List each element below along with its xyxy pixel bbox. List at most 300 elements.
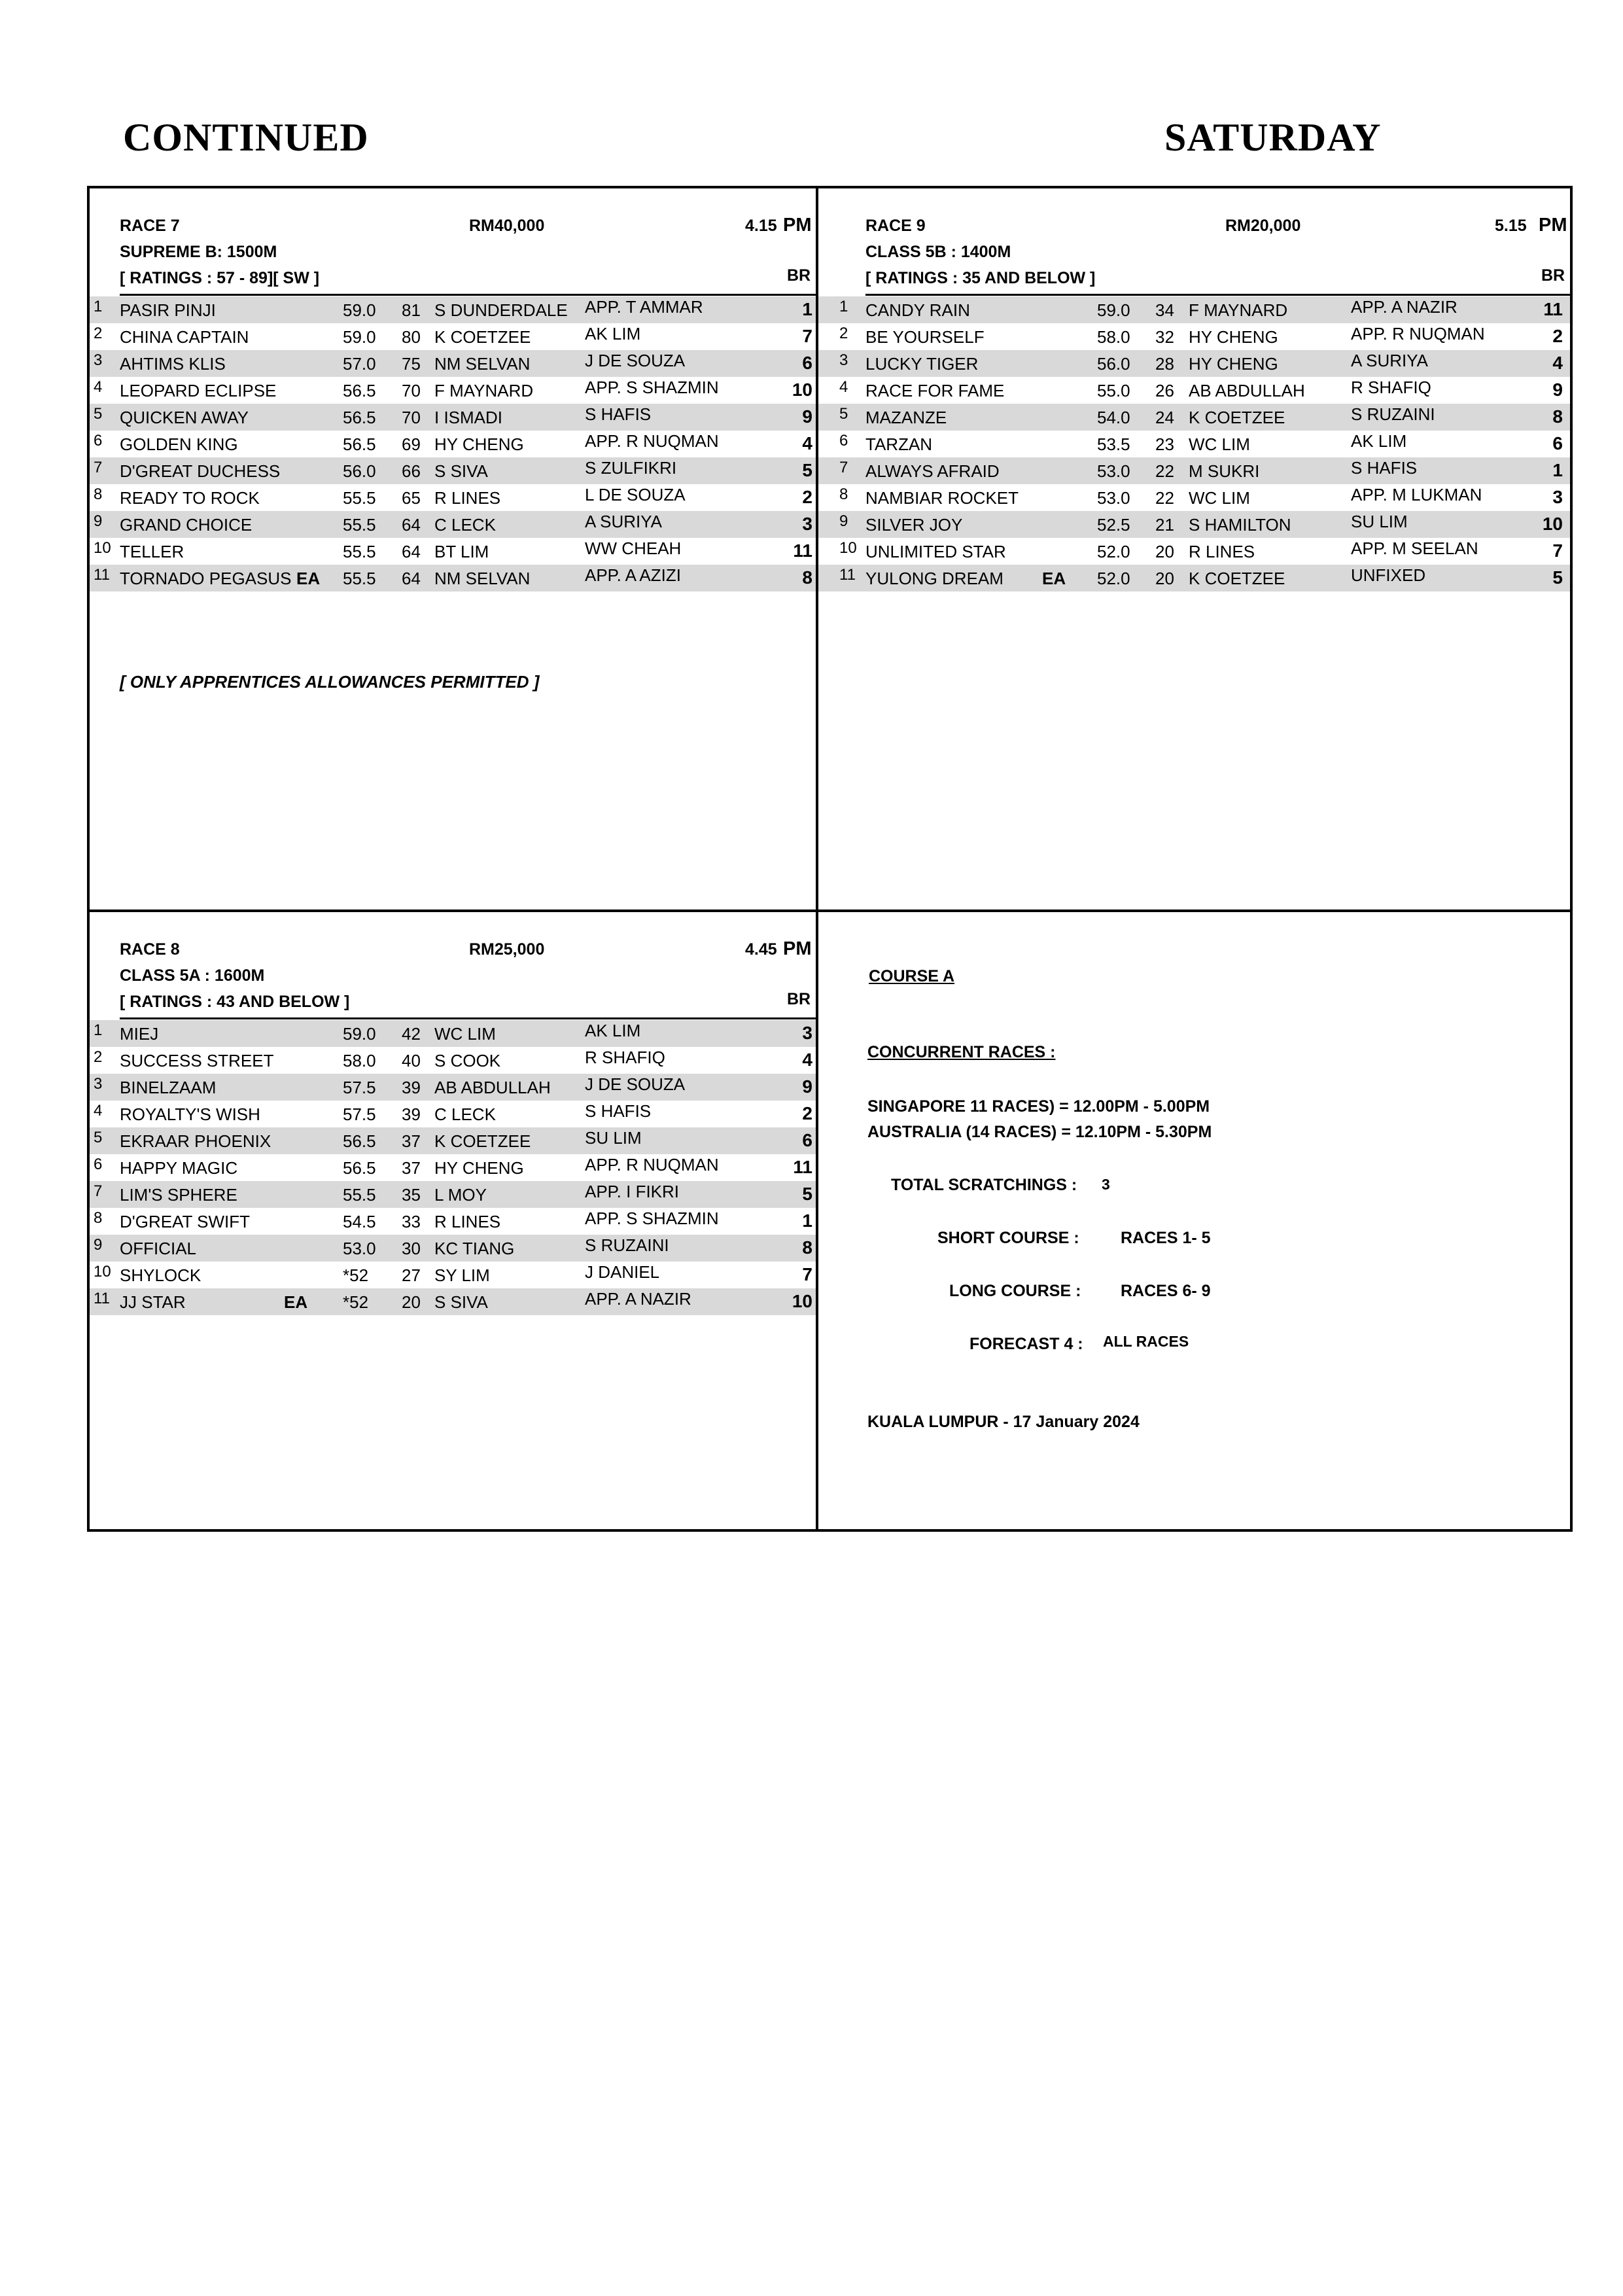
runner-weight: 53.5 [1097, 434, 1130, 454]
runner-row [90, 511, 816, 538]
runner-weight: 55.0 [1097, 381, 1130, 400]
runner-rating: 42 [402, 1024, 421, 1044]
horse-name: AHTIMS KLIS [120, 354, 226, 374]
runner-weight: 56.0 [343, 461, 376, 481]
runner-row [90, 323, 816, 350]
runner-row [90, 565, 816, 592]
jockey-name: HY CHENG [1189, 327, 1278, 347]
race-header [90, 912, 816, 1020]
runner-number: 10 [94, 539, 111, 557]
runner-rating: 23 [1155, 434, 1174, 454]
runner-weight: 57.5 [343, 1104, 376, 1124]
runner-rating: 80 [402, 327, 421, 347]
runner-rating: 64 [402, 569, 421, 588]
barrier-draw: 5 [802, 1184, 812, 1204]
runner-number: 5 [839, 405, 848, 423]
trainer-name: SU LIM [585, 1128, 642, 1148]
barrier-draw: 5 [1552, 567, 1563, 588]
jockey-name: AB ABDULLAH [434, 1078, 551, 1097]
runner-weight: 56.5 [343, 381, 376, 400]
jockey-name: WC LIM [434, 1024, 496, 1044]
barrier-draw: 8 [1552, 406, 1563, 427]
runner-rating: 22 [1155, 461, 1174, 481]
runner-rating: 34 [1155, 300, 1174, 320]
runner-number: 8 [94, 1209, 103, 1227]
runner-rating: 20 [1155, 542, 1174, 561]
runner-weight: *52 [343, 1292, 369, 1312]
horse-name: EKRAAR PHOENIX [120, 1131, 271, 1151]
race-time: 5.15 [1495, 217, 1527, 235]
runner-row [90, 1208, 816, 1235]
barrier-draw: 6 [1552, 433, 1563, 453]
race-class: CLASS 5A : 1600M [120, 966, 265, 985]
trainer-name: S HAFIS [585, 404, 652, 424]
runner-weight: 58.0 [343, 1051, 376, 1070]
runner-weight: 59.0 [343, 300, 376, 320]
trainer-name: SU LIM [1351, 512, 1408, 531]
trainer-name: APP. A NAZIR [1351, 297, 1457, 317]
runner-rating: 22 [1155, 488, 1174, 508]
runner-number: 7 [839, 459, 848, 476]
runner-rating: 70 [402, 381, 421, 400]
short-course-label: SHORT COURSE : [937, 1229, 1079, 1247]
runner-number: 6 [94, 432, 103, 450]
runner-number: 11 [94, 566, 110, 584]
barrier-draw: 9 [802, 1076, 812, 1097]
jockey-name: NM SELVAN [434, 569, 531, 588]
header-rule [120, 294, 816, 296]
runner-row [90, 1154, 816, 1181]
runner-weight: 52.0 [1097, 542, 1130, 561]
runner-number: 6 [94, 1156, 103, 1173]
horse-name: TELLER [120, 542, 184, 561]
barrier-draw: 6 [802, 1130, 812, 1150]
runner-rating: 69 [402, 434, 421, 454]
runner-rating: 37 [402, 1131, 421, 1151]
race-panel-9 [818, 188, 1570, 592]
trainer-name: L DE SOUZA [585, 485, 686, 504]
short-course-value: RACES 1- 5 [1121, 1229, 1211, 1247]
barrier-draw: 10 [792, 1291, 812, 1311]
header-rule [120, 1017, 816, 1019]
runner-rating: 39 [402, 1104, 421, 1124]
runner-weight: 52.0 [1097, 569, 1130, 588]
trainer-name: APP. I FIKRI [585, 1182, 680, 1201]
runner-number: 4 [839, 378, 848, 396]
course-label: COURSE A [869, 967, 955, 985]
runner-weight: 59.0 [1097, 300, 1130, 320]
jockey-name: I ISMADI [434, 408, 503, 427]
race-ampm: PM [783, 938, 812, 959]
race-panel-8 [90, 912, 816, 1315]
runner-number: 3 [839, 351, 848, 369]
jockey-name: M SUKRI [1189, 461, 1260, 481]
barrier-draw: 11 [793, 540, 812, 561]
race-panel-7 [90, 188, 816, 592]
trainer-name: APP. A NAZIR [585, 1289, 691, 1309]
forecast-label: FORECAST 4 : [969, 1335, 1083, 1353]
horse-name: GRAND CHOICE [120, 515, 253, 535]
jockey-name: C LECK [434, 1104, 496, 1124]
trainer-name: J DANIEL [585, 1262, 660, 1282]
runner-number: 2 [94, 1048, 103, 1066]
horse-name: LIM'S SPHERE [120, 1185, 237, 1205]
race-number: RACE 7 [120, 217, 180, 235]
trainer-name: APP. M SEELAN [1351, 539, 1478, 558]
jockey-name: AB ABDULLAH [1189, 381, 1305, 400]
runner-row [818, 538, 1570, 565]
runner-number: 11 [839, 566, 856, 584]
runner-weight: 59.0 [343, 327, 376, 347]
runner-rating: 21 [1155, 515, 1174, 535]
horse-name: CHINA CAPTAIN [120, 327, 249, 347]
runner-weight: 58.0 [1097, 327, 1130, 347]
jockey-name: K COETZEE [434, 327, 531, 347]
australia-races: AUSTRALIA (14 RACES) = 12.10PM - 5.30PM [867, 1123, 1212, 1141]
runner-number: 3 [94, 1075, 103, 1093]
trainer-name: AK LIM [1351, 431, 1407, 451]
runner-rating: 32 [1155, 327, 1174, 347]
runner-weight: 55.5 [343, 488, 376, 508]
horse-name: LEOPARD ECLIPSE [120, 381, 277, 400]
race-prize: RM20,000 [1225, 217, 1301, 235]
trainer-name: AK LIM [585, 1021, 641, 1040]
runner-number: 7 [94, 459, 103, 476]
horse-name: RACE FOR FAME [865, 381, 1005, 400]
barrier-draw: 3 [1552, 487, 1563, 507]
race-ampm: PM [783, 215, 812, 236]
jockey-name: K COETZEE [1189, 569, 1285, 588]
horse-name: SHYLOCK [120, 1265, 201, 1285]
horse-name: OFFICIAL [120, 1239, 197, 1258]
ea-flag: EA [1042, 569, 1066, 588]
trainer-name: J DE SOUZA [585, 351, 686, 370]
race-time: 4.15 [745, 217, 777, 235]
runner-weight: 54.0 [1097, 408, 1130, 427]
runner-weight: 57.5 [343, 1078, 376, 1097]
runner-number: 8 [94, 486, 103, 503]
race-prize: RM40,000 [469, 217, 545, 235]
runner-weight: 56.5 [343, 1158, 376, 1178]
scratchings-label: TOTAL SCRATCHINGS : [891, 1176, 1077, 1194]
horse-name: D'GREAT DUCHESS [120, 461, 281, 481]
horse-name: ALWAYS AFRAID [865, 461, 1000, 481]
horse-name: HAPPY MAGIC [120, 1158, 238, 1178]
long-course-label: LONG COURSE : [949, 1282, 1081, 1300]
runner-number: 4 [94, 378, 103, 396]
runner-row [818, 296, 1570, 323]
runner-number: 8 [839, 486, 848, 503]
runner-weight: 56.0 [1097, 354, 1130, 374]
runner-rating: 33 [402, 1212, 421, 1231]
runner-row [90, 1181, 816, 1208]
runner-row [90, 484, 816, 511]
barrier-draw: 7 [1552, 540, 1563, 561]
runner-row [90, 457, 816, 484]
jockey-name: R LINES [434, 1212, 501, 1231]
runner-weight: 57.0 [343, 354, 376, 374]
runner-weight: 55.5 [343, 1185, 376, 1205]
barrier-draw: 8 [802, 1237, 812, 1258]
runner-row [818, 404, 1570, 431]
runner-number: 1 [94, 1021, 103, 1039]
race-header [818, 188, 1570, 296]
runner-weight: 55.5 [343, 515, 376, 535]
ea-flag: EA [284, 1292, 308, 1312]
runner-number: 6 [839, 432, 848, 450]
scratchings-value: 3 [1102, 1176, 1110, 1193]
runner-weight: 53.0 [1097, 461, 1130, 481]
horse-name: ROYALTY'S WISH [120, 1104, 260, 1124]
jockey-name: C LECK [434, 515, 496, 535]
runner-weight: 56.5 [343, 434, 376, 454]
runner-number: 10 [839, 539, 857, 557]
runner-weight: 56.5 [343, 408, 376, 427]
runner-row [818, 323, 1570, 350]
trainer-name: APP. R NUQMAN [1351, 324, 1485, 344]
jockey-name: WC LIM [1189, 434, 1250, 454]
runner-row [90, 377, 816, 404]
runner-rating: 75 [402, 354, 421, 374]
runner-number: 2 [94, 325, 103, 342]
runner-row [818, 457, 1570, 484]
race-class: CLASS 5B : 1400M [865, 243, 1011, 261]
runner-row [90, 1127, 816, 1154]
horse-name: LUCKY TIGER [865, 354, 979, 374]
runner-row [818, 431, 1570, 457]
runner-rating: 35 [402, 1185, 421, 1205]
trainer-name: S RUZAINI [585, 1235, 669, 1255]
runner-number: 5 [94, 1129, 103, 1146]
runner-weight: 56.5 [343, 1131, 376, 1151]
horse-name: PASIR PINJI [120, 300, 216, 320]
runner-row [90, 1262, 816, 1288]
trainer-name: APP. S SHAZMIN [585, 378, 719, 397]
horse-name: CANDY RAIN [865, 300, 970, 320]
jockey-name: R LINES [434, 488, 501, 508]
jockey-name: NM SELVAN [434, 354, 531, 374]
runner-row [90, 350, 816, 377]
barrier-draw: 1 [802, 1210, 812, 1231]
forecast-value: ALL RACES [1103, 1333, 1189, 1350]
barrier-column-label: BR [1541, 266, 1565, 285]
horse-name: NAMBIAR ROCKET [865, 488, 1019, 508]
barrier-draw: 7 [802, 1264, 812, 1284]
race-7-note: [ ONLY APPRENTICES ALLOWANCES PERMITTED ] [120, 672, 540, 692]
horse-name: READY TO ROCK [120, 488, 260, 508]
horse-name: JJ STAR [120, 1292, 186, 1312]
horse-name: SILVER JOY [865, 515, 963, 535]
runner-rating: 65 [402, 488, 421, 508]
jockey-name: L MOY [434, 1185, 487, 1205]
runner-row [90, 1047, 816, 1074]
barrier-draw: 2 [1552, 326, 1563, 346]
runner-row [818, 484, 1570, 511]
jockey-name: HY CHENG [1189, 354, 1278, 374]
runner-row [818, 511, 1570, 538]
jockey-name: HY CHENG [434, 1158, 524, 1178]
trainer-name: WW CHEAH [585, 539, 682, 558]
runner-weight: 53.0 [343, 1239, 376, 1258]
barrier-draw: 10 [792, 380, 812, 400]
runner-number: 2 [839, 325, 848, 342]
race-header [90, 188, 816, 296]
barrier-draw: 2 [802, 1103, 812, 1123]
jockey-name: BT LIM [434, 542, 489, 561]
race-ampm: PM [1539, 215, 1567, 236]
runner-rating: 81 [402, 300, 421, 320]
runner-rating: 26 [1155, 381, 1174, 400]
horse-name: TORNADO PEGASUS [120, 569, 292, 588]
barrier-draw: 7 [802, 326, 812, 346]
runner-number: 1 [839, 298, 848, 315]
runner-number: 9 [94, 1236, 103, 1254]
horse-name: UNLIMITED STAR [865, 542, 1006, 561]
barrier-column-label: BR [787, 990, 811, 1008]
runner-row [818, 377, 1570, 404]
runner-number: 9 [839, 512, 848, 530]
trainer-name: R SHAFIQ [1351, 378, 1431, 397]
trainer-name: APP. A AZIZI [585, 565, 681, 585]
jockey-name: HY CHENG [434, 434, 524, 454]
horse-name: BINELZAAM [120, 1078, 217, 1097]
barrier-draw: 2 [802, 487, 812, 507]
jockey-name: S SIVA [434, 461, 488, 481]
horse-name: MAZANZE [865, 408, 947, 427]
long-course-value: RACES 6- 9 [1121, 1282, 1211, 1300]
runner-weight: 55.5 [343, 569, 376, 588]
runner-weight: 59.0 [343, 1024, 376, 1044]
runner-rating: 64 [402, 515, 421, 535]
runner-rating: 27 [402, 1265, 421, 1285]
concurrent-races-title: CONCURRENT RACES : [867, 1043, 1056, 1061]
jockey-name: WC LIM [1189, 488, 1250, 508]
jockey-name: S DUNDERDALE [434, 300, 568, 320]
runner-number: 10 [94, 1263, 111, 1280]
runner-number: 4 [94, 1102, 103, 1120]
header-continued: CONTINUED [123, 116, 369, 159]
runner-weight: 53.0 [1097, 488, 1130, 508]
horse-name: D'GREAT SWIFT [120, 1212, 250, 1231]
meeting-info-panel [818, 912, 1570, 1529]
barrier-draw: 1 [802, 299, 812, 319]
trainer-name: A SURIYA [585, 512, 663, 531]
trainer-name: A SURIYA [1351, 351, 1429, 370]
race-class: SUPREME B: 1500M [120, 243, 277, 261]
barrier-draw: 6 [802, 353, 812, 373]
jockey-name: K COETZEE [1189, 408, 1285, 427]
jockey-name: KC TIANG [434, 1239, 515, 1258]
runner-number: 5 [94, 405, 103, 423]
horse-name: SUCCESS STREET [120, 1051, 274, 1070]
horse-name: MIEJ [120, 1024, 159, 1044]
runner-rating: 39 [402, 1078, 421, 1097]
trainer-name: S HAFIS [1351, 458, 1418, 478]
jockey-name: R LINES [1189, 542, 1255, 561]
race-time: 4.45 [745, 940, 777, 959]
horse-name: GOLDEN KING [120, 434, 238, 454]
runner-weight: 54.5 [343, 1212, 376, 1231]
runner-row [90, 538, 816, 565]
runner-weight: 52.5 [1097, 515, 1130, 535]
barrier-draw: 1 [1552, 460, 1563, 480]
runner-weight: *52 [343, 1265, 369, 1285]
barrier-draw: 3 [802, 1023, 812, 1043]
barrier-draw: 11 [793, 1157, 812, 1177]
race-ratings: [ RATINGS : 57 - 89][ SW ] [120, 269, 320, 287]
trainer-name: S RUZAINI [1351, 404, 1435, 424]
barrier-draw: 5 [802, 460, 812, 480]
trainer-name: AK LIM [585, 324, 641, 344]
barrier-draw: 11 [1543, 299, 1563, 319]
location-date: KUALA LUMPUR - 17 January 2024 [867, 1413, 1140, 1431]
trainer-name: S ZULFIKRI [585, 458, 677, 478]
runner-rating: 64 [402, 542, 421, 561]
trainer-name: R SHAFIQ [585, 1048, 665, 1067]
barrier-draw: 10 [1542, 514, 1563, 534]
trainer-name: APP. R NUQMAN [585, 431, 719, 451]
runner-row [90, 431, 816, 457]
runner-row [90, 296, 816, 323]
runner-number: 9 [94, 512, 103, 530]
runner-rating: 30 [402, 1239, 421, 1258]
trainer-name: UNFIXED [1351, 565, 1426, 585]
runner-weight: 55.5 [343, 542, 376, 561]
trainer-name: APP. T AMMAR [585, 297, 703, 317]
race-ratings: [ RATINGS : 43 AND BELOW ] [120, 993, 350, 1011]
barrier-draw: 9 [802, 406, 812, 427]
header-day: SATURDAY [1164, 116, 1382, 159]
horse-name: QUICKEN AWAY [120, 408, 249, 427]
runner-rating: 28 [1155, 354, 1174, 374]
barrier-column-label: BR [787, 266, 811, 285]
jockey-name: S COOK [434, 1051, 501, 1070]
runner-row [90, 404, 816, 431]
runner-row [90, 1074, 816, 1101]
race-number: RACE 9 [865, 217, 926, 235]
runner-rating: 70 [402, 408, 421, 427]
trainer-name: S HAFIS [585, 1101, 652, 1121]
jockey-name: S HAMILTON [1189, 515, 1291, 535]
race-number: RACE 8 [120, 940, 180, 959]
runner-rating: 66 [402, 461, 421, 481]
barrier-draw: 8 [802, 567, 812, 588]
runner-row [90, 1020, 816, 1047]
horse-name: TARZAN [865, 434, 933, 454]
runner-number: 3 [94, 351, 103, 369]
horse-name: YULONG DREAM [865, 569, 1003, 588]
barrier-draw: 4 [802, 433, 812, 453]
runner-rating: 20 [402, 1292, 421, 1312]
horse-name: BE YOURSELF [865, 327, 985, 347]
runner-rating: 37 [402, 1158, 421, 1178]
runner-row [90, 1235, 816, 1262]
jockey-name: F MAYNARD [434, 381, 534, 400]
barrier-draw: 9 [1552, 380, 1563, 400]
trainer-name: APP. M LUKMAN [1351, 485, 1482, 504]
runner-row [90, 1101, 816, 1127]
runner-rating: 40 [402, 1051, 421, 1070]
runner-row [90, 1288, 816, 1315]
runner-number: 7 [94, 1182, 103, 1200]
barrier-draw: 4 [1552, 353, 1563, 373]
singapore-races: SINGAPORE 11 RACES) = 12.00PM - 5.00PM [867, 1097, 1210, 1116]
ea-flag: EA [296, 569, 321, 588]
runner-number: 1 [94, 298, 103, 315]
race-prize: RM25,000 [469, 940, 545, 959]
trainer-name: J DE SOUZA [585, 1074, 686, 1094]
jockey-name: S SIVA [434, 1292, 488, 1312]
